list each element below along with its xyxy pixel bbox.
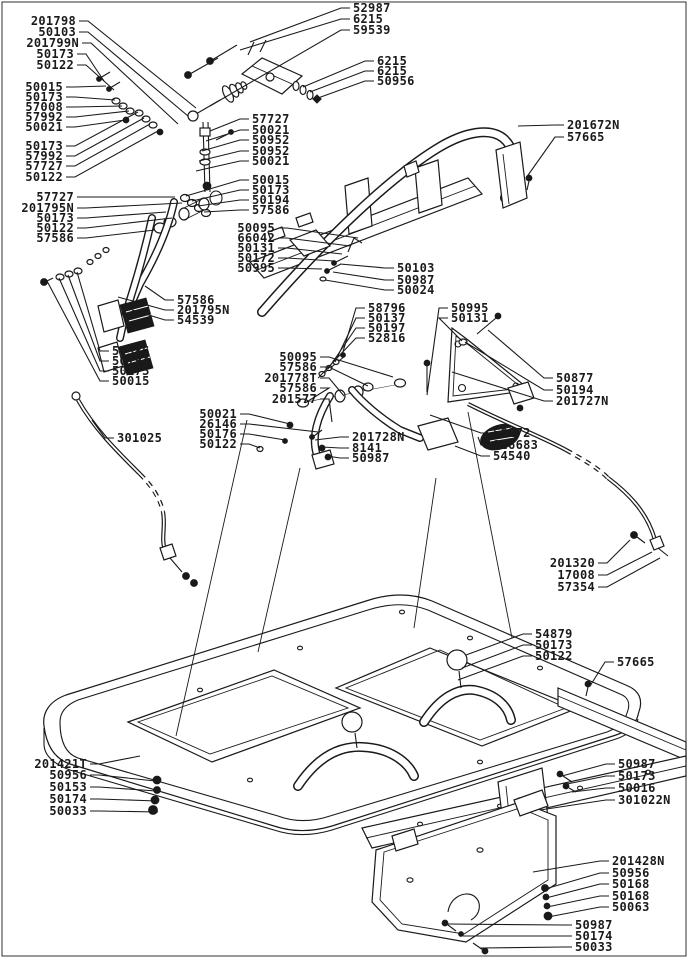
part-number-label: 50952	[252, 144, 290, 158]
washer-dark-icon	[544, 903, 550, 909]
part-number-label: 50122	[535, 649, 573, 663]
leader-line	[598, 540, 630, 563]
bolt-icon	[631, 532, 638, 539]
leader-line	[325, 280, 394, 290]
bolt-icon	[495, 313, 501, 319]
bolt-shank	[336, 256, 348, 262]
part-number-label: 201577	[271, 392, 317, 406]
part-number-label: 201428N	[612, 854, 665, 868]
part-number-label: 66042	[237, 231, 275, 245]
nut-icon	[200, 128, 210, 136]
bolt-icon	[442, 920, 448, 926]
leader-line	[318, 81, 374, 98]
part-number-label: 8141	[352, 441, 383, 455]
part-number-label: 50956	[612, 866, 650, 880]
part-number-label: 50995	[237, 261, 275, 275]
leader-line	[77, 203, 182, 208]
part-number-label: 50995	[451, 301, 489, 315]
part-number-label: 57586	[279, 360, 317, 374]
bolt-icon	[153, 776, 161, 784]
part-number-label: 50987	[397, 273, 435, 287]
leader-line	[90, 799, 157, 801]
part-number-label: 50015	[25, 80, 63, 94]
part-number-label: 50033	[49, 804, 87, 818]
washer-icon	[95, 254, 101, 259]
u-joint	[188, 111, 198, 121]
leader-line	[526, 137, 564, 178]
part-number-label: 301025	[117, 431, 163, 445]
leader-line	[518, 125, 564, 126]
part-number-label: 50033	[575, 940, 613, 954]
part-number-label: 50174	[575, 929, 613, 943]
part-number-label: 57992	[25, 110, 63, 124]
leader-line	[145, 286, 174, 300]
part-number-label: 50015	[112, 374, 150, 388]
part-number-label: 26146	[199, 417, 237, 431]
part-number-label: 50197	[368, 321, 406, 335]
part-number-label: 50016	[618, 781, 656, 795]
part-number-label: 50956	[49, 768, 87, 782]
part-number-label: 126683	[493, 438, 539, 452]
leader-line	[186, 180, 249, 196]
cable-dashed-segment	[140, 474, 163, 512]
cable-outer	[608, 478, 655, 540]
bolt-icon	[482, 948, 488, 954]
part-number-label: 50131	[451, 311, 489, 325]
part-number-label: 50987	[352, 451, 390, 465]
washer-icon	[293, 82, 299, 91]
left-cable-301025	[72, 392, 198, 587]
part-number-label: 50194	[112, 354, 150, 368]
rail-tab	[296, 213, 313, 227]
part-number-label: 52816	[368, 331, 406, 345]
leader-line	[66, 118, 144, 156]
part-number-label: 50172	[237, 251, 275, 265]
part-number-label: 57992	[25, 149, 63, 163]
part-number-label: 57586	[252, 203, 290, 217]
bolt-icon	[424, 360, 430, 366]
part-number-label: 201778T	[264, 371, 317, 385]
part-number-label: 50021	[252, 123, 290, 137]
part-number-label: 50952	[252, 133, 290, 147]
bolt-shank	[563, 776, 572, 782]
bolt-icon	[310, 435, 315, 440]
part-number-label: 50194	[556, 383, 594, 397]
bolt-icon	[41, 279, 48, 286]
washer-icon	[65, 271, 73, 277]
part-number-label: 6215	[377, 54, 408, 68]
leader-line	[66, 106, 122, 107]
part-number-label: 57727	[252, 112, 290, 126]
washer-icon	[74, 268, 82, 274]
part-number-label: 50168	[612, 889, 650, 903]
part-number-label: 50063	[612, 900, 650, 914]
leader-line	[548, 907, 609, 917]
part-number-label: 54539	[177, 313, 215, 327]
part-number-label: 50122	[199, 437, 237, 451]
leader-line	[210, 119, 249, 131]
hole-icon	[266, 73, 274, 81]
part-number-label: 58796	[368, 301, 406, 315]
part-number-label: 50987	[618, 757, 656, 771]
leader-line	[66, 97, 115, 100]
part-number-label: 50174	[49, 792, 87, 806]
nut-icon	[313, 95, 321, 103]
front-rail-assembly	[250, 132, 532, 312]
washer-dark-icon	[154, 787, 161, 794]
part-number-label: 201795N	[177, 303, 230, 317]
part-number-label: 54540	[493, 449, 531, 463]
part-number-label: 50095	[237, 221, 275, 235]
part-number-label: 50176	[199, 427, 237, 441]
leader-line	[315, 437, 349, 440]
part-number-label: 201795N	[21, 201, 74, 215]
leader-line	[240, 444, 260, 448]
bolt-shank	[47, 278, 53, 281]
leader-line	[240, 414, 290, 424]
part-number-label: 59539	[353, 23, 391, 37]
bolt-shank	[190, 58, 218, 74]
part-number-label: 201798	[30, 14, 76, 28]
part-number-label: 57586	[279, 381, 317, 395]
part-number-label: 50122	[36, 58, 74, 72]
part-number-label: 50173	[618, 769, 656, 783]
part-number-label: 201320	[549, 556, 595, 570]
leader-line	[322, 447, 349, 448]
leader-line	[480, 947, 572, 948]
part-number-label: 57665	[567, 130, 605, 144]
part-number-label: 57586	[177, 293, 215, 307]
part-number-label: 52987	[353, 1, 391, 15]
boot-cone	[220, 76, 250, 103]
part-number-label: 50173	[112, 364, 150, 378]
rail-plate	[415, 160, 442, 213]
part-number-label: 50194	[252, 193, 290, 207]
leader-line	[90, 811, 158, 812]
part-number-label: 50137	[368, 311, 406, 325]
part-number-label: 57354	[557, 580, 595, 594]
part-number-label: 50877	[556, 371, 594, 385]
bolt-icon	[585, 681, 591, 687]
bolt-icon	[517, 405, 523, 411]
washer-icon	[112, 98, 120, 104]
part-number-label: 50021	[25, 120, 63, 134]
part-number-label: 201421T	[34, 757, 87, 771]
part-number-label: 50021	[199, 407, 237, 421]
part-number-label: 54879	[535, 627, 573, 641]
part-number-label: 50987	[575, 918, 613, 932]
part-number-label: 50024	[397, 283, 435, 297]
cable-clevis	[72, 392, 80, 400]
part-number-label: 17008	[557, 568, 595, 582]
part-number-label: 50015	[252, 173, 290, 187]
bolt-icon	[287, 422, 293, 428]
leader-line	[79, 21, 196, 108]
part-number-label: 301022N	[618, 793, 671, 807]
washer-dark-icon	[151, 796, 159, 804]
leader-line	[547, 896, 609, 907]
cable-tail	[658, 548, 668, 556]
bolt-icon	[149, 806, 158, 815]
part-number-label: 50153	[49, 780, 87, 794]
part-number-label: 50172	[493, 426, 531, 440]
part-number-label: 50173	[535, 638, 573, 652]
part-number-label: 57727	[25, 159, 63, 173]
part-number-label: 50131	[237, 241, 275, 255]
leader-line	[66, 111, 129, 117]
part-number-label: 57008	[25, 100, 63, 114]
leader-line	[66, 86, 106, 87]
leader-line	[66, 131, 158, 177]
cable-tail	[170, 558, 182, 572]
bolt-shank	[637, 537, 645, 543]
part-number-label: 50168	[612, 877, 650, 891]
washer-dark-icon	[459, 932, 464, 937]
leader-line	[66, 124, 150, 166]
part-number-label: 6215	[353, 12, 384, 26]
cable-end-fitting	[650, 536, 664, 550]
part-number-label: 57665	[617, 655, 655, 669]
part-number-label: 50173	[25, 139, 63, 153]
part-number-label: 57727	[36, 190, 74, 204]
bolt-shank	[212, 45, 237, 60]
part-number-label: 50173	[252, 183, 290, 197]
bolt-icon	[157, 129, 163, 135]
leader-line	[240, 424, 318, 432]
washer-icon	[87, 260, 93, 265]
washer-icon	[103, 248, 109, 253]
leader-line	[240, 434, 285, 440]
leader-line	[204, 210, 249, 212]
part-number-label: 50173	[36, 47, 74, 61]
part-number-label: 201672N	[567, 118, 620, 132]
leader-line	[77, 230, 155, 238]
part-number-label: 50173	[36, 211, 74, 225]
leader-line	[250, 8, 350, 42]
bolt-icon	[185, 72, 192, 79]
part-number-label: 201728N	[352, 430, 405, 444]
part-number-label: 50021	[252, 154, 290, 168]
cable-end-ball	[191, 580, 198, 587]
part-number-label: 201727N	[556, 394, 609, 408]
bushing-icon	[395, 379, 406, 387]
leader-line	[340, 264, 394, 268]
leader-line	[206, 130, 249, 141]
part-number-label: 201799N	[26, 36, 79, 50]
cable-end-ball	[183, 573, 190, 580]
part-number-label: 50122	[25, 170, 63, 184]
leader-line	[333, 272, 394, 280]
part-number-label: 6215	[377, 64, 408, 78]
part-number-label: 50173	[25, 90, 63, 104]
bolt-shank	[527, 181, 529, 190]
leader-line	[47, 281, 109, 381]
bolt-icon	[325, 269, 330, 274]
part-number-label: 50103	[38, 25, 76, 39]
part-number-label: 50103	[397, 261, 435, 275]
part-number-label: 50956	[377, 74, 415, 88]
part-number-label: 50122	[36, 221, 74, 235]
bolt-shank	[473, 943, 483, 950]
ball-knob	[342, 712, 362, 732]
bolt-icon	[319, 445, 325, 451]
part-number-label: 57586	[112, 344, 150, 358]
part-number-label: 50095	[279, 350, 317, 364]
part-number-label: 57586	[36, 231, 74, 245]
leader-line	[427, 308, 448, 395]
washer-icon	[149, 122, 157, 128]
leader-line	[303, 61, 374, 87]
cable-core	[468, 404, 655, 540]
control-bracket-assembly	[424, 313, 534, 411]
stud-icon	[248, 42, 254, 55]
